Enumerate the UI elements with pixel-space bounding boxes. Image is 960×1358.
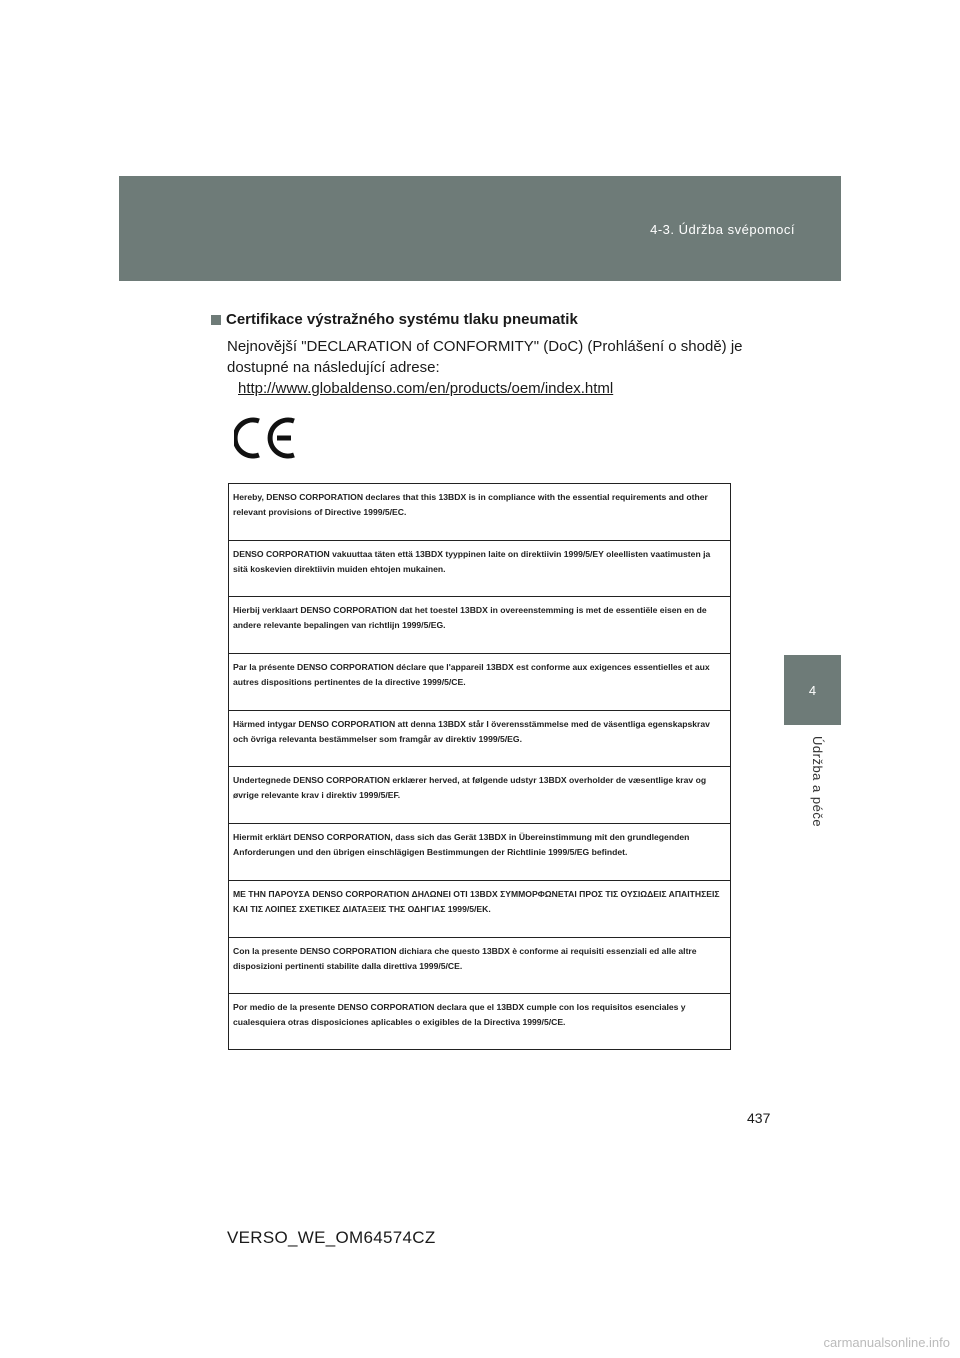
declaration-da: Undertegnede DENSO CORPORATION erklærer herved, at følgende udstyr 13BDX overholder de væsentlige krav og øvrige relevante krav i direktiv 1999/5/EF.	[229, 767, 730, 824]
ce-mark-icon	[234, 415, 302, 461]
doc-url-link[interactable]: http://www.globaldenso.com/en/products/oem/index.html	[238, 380, 614, 397]
chapter-label: Údržba a péče	[810, 736, 825, 828]
declaration-it: Con la presente DENSO CORPORATION dichiara che questo 13BDX è conforme ai requisiti essenziali ed alle altre disposizioni pertinenti stabilite dalla direttiva 1999/5/CE.	[229, 938, 730, 995]
chapter-number: 4	[808, 682, 817, 698]
document-code: VERSO_WE_OM64574CZ	[227, 1228, 436, 1247]
declaration-de: Hiermit erklärt DENSO CORPORATION, dass sich das Gerät 13BDX in Übereinstimmung mit den grundlegenden Anforderungen und den übrigen einschlägigen Bestimmungen der Richtlinie 1999/5/EG befindet.	[229, 824, 730, 881]
header-title: 4-3. Údržba svépomocí	[650, 222, 795, 237]
chapter-tab	[784, 655, 841, 725]
declaration-el: ΜΕ ΤΗΝ ΠΑΡΟΥΣΑ DENSO CORPORATION ΔΗΛΩΝΕΙ ΟΤΙ 13BDX ΣΥΜΜΟΡΦΩΝΕΤΑΙ ΠΡΟΣ ΤΙΣ ΟΥΣΙΩΔΕΙΣ ΑΠΑΙΤΗΣΕΙΣ ΚΑΙ ΤΙΣ ΛΟΙΠΕΣ ΣΧΕΤΙΚΕΣ ΔΙΑΤΑΞΕΙΣ ΤΗΣ ΟΔΗΓΙΑΣ 1999/5/ΕΚ.	[229, 881, 730, 938]
section-heading-text: Certifikace výstražného systému tlaku pneumatik	[226, 311, 578, 328]
watermark: carmanualsonline.info	[823, 1335, 950, 1350]
section-body: Nejnovější "DECLARATION of CONFORMITY" (DoC) (Prohlášení o shodě) je dostupné na následující adrese:	[227, 338, 743, 376]
bullet-square-icon	[211, 315, 221, 325]
declaration-sv: Härmed intygar DENSO CORPORATION att denna 13BDX står I överensstämmelse med de väsentliga egenskapskrav och övriga relevanta bestämmelser som framgår av direktiv 1999/5/EG.	[229, 711, 730, 768]
page-number: 437	[747, 1110, 771, 1126]
declaration-fi: DENSO CORPORATION vakuuttaa täten että 13BDX tyyppinen laite on direktiivin 1999/5/EY oleellisten vaatimusten ja sitä koskevien direktiivin muiden ehtojen mukainen.	[229, 541, 730, 598]
declaration-nl: Hierbij verklaart DENSO CORPORATION dat het toestel 13BDX in overeenstemming is met de essentiële eisen en de andere relevante bepalingen van richtlijn 1999/5/EG.	[229, 597, 730, 654]
section-heading	[211, 311, 578, 328]
header-band	[119, 176, 841, 281]
declaration-table	[228, 483, 731, 1050]
declaration-es: Por medio de la presente DENSO CORPORATION declara que el 13BDX cumple con los requisitos esenciales y cualesquiera otras disposiciones aplicables o exigibles de la Directiva 1999/5/CE.	[233, 1002, 686, 1028]
declaration-en: Hereby, DENSO CORPORATION declares that this 13BDX is in compliance with the essential requirements and other relevant provisions of Directive 1999/5/EC.	[229, 484, 730, 541]
declaration-fr: Par la présente DENSO CORPORATION déclare que l'appareil 13BDX est conforme aux exigences essentielles et aux autres dispositions pertinentes de la directive 1999/5/CE.	[229, 654, 730, 711]
